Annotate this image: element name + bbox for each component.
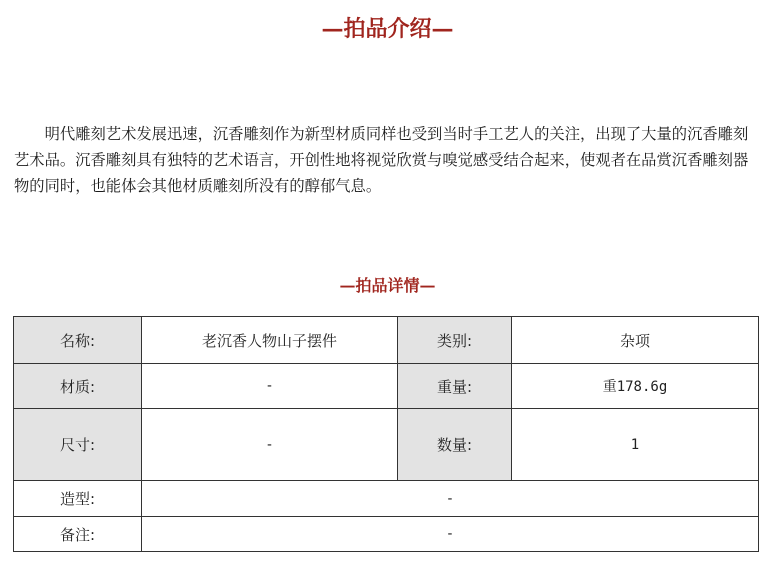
intro-paragraph: 明代雕刻艺术发展迅速，沉香雕刻作为新型材质同样也受到当时手工艺人的关注，出现了大量的沉香雕刻艺术品。沉香雕刻具有独特的艺术语言，开创性地将视觉欣赏与嗅觉感受结合起来，使观者在品赏沉香雕刻器物的同时，也能体会其他材质雕刻所没有的醇郁气息。 — [14, 125, 749, 195]
table-row — [14, 517, 759, 552]
size-value: - — [142, 409, 398, 481]
remark-label: 备注: — [14, 517, 142, 552]
table-row — [14, 364, 759, 409]
details-table — [13, 316, 759, 552]
details-section-title: —拍品详情— — [339, 276, 436, 295]
table-row — [14, 317, 759, 364]
quantity-label: 数量: — [398, 409, 512, 481]
name-value: 老沉香人物山子摆件 — [142, 317, 398, 364]
material-label: 材质: — [14, 364, 142, 409]
table-row — [14, 409, 759, 481]
quantity-value: 1 — [512, 409, 759, 481]
shape-label: 造型: — [14, 481, 142, 517]
name-label: 名称: — [14, 317, 142, 364]
intro-section-title: —拍品介绍— — [321, 16, 454, 42]
shape-value: - — [142, 481, 759, 517]
category-value: 杂项 — [512, 317, 759, 364]
weight-label: 重量: — [398, 364, 512, 409]
material-value: - — [142, 364, 398, 409]
table-row — [14, 481, 759, 517]
category-label: 类别: — [398, 317, 512, 364]
size-label: 尺寸: — [14, 409, 142, 481]
weight-value: 重178.6g — [512, 364, 759, 409]
remark-value: - — [142, 517, 759, 552]
